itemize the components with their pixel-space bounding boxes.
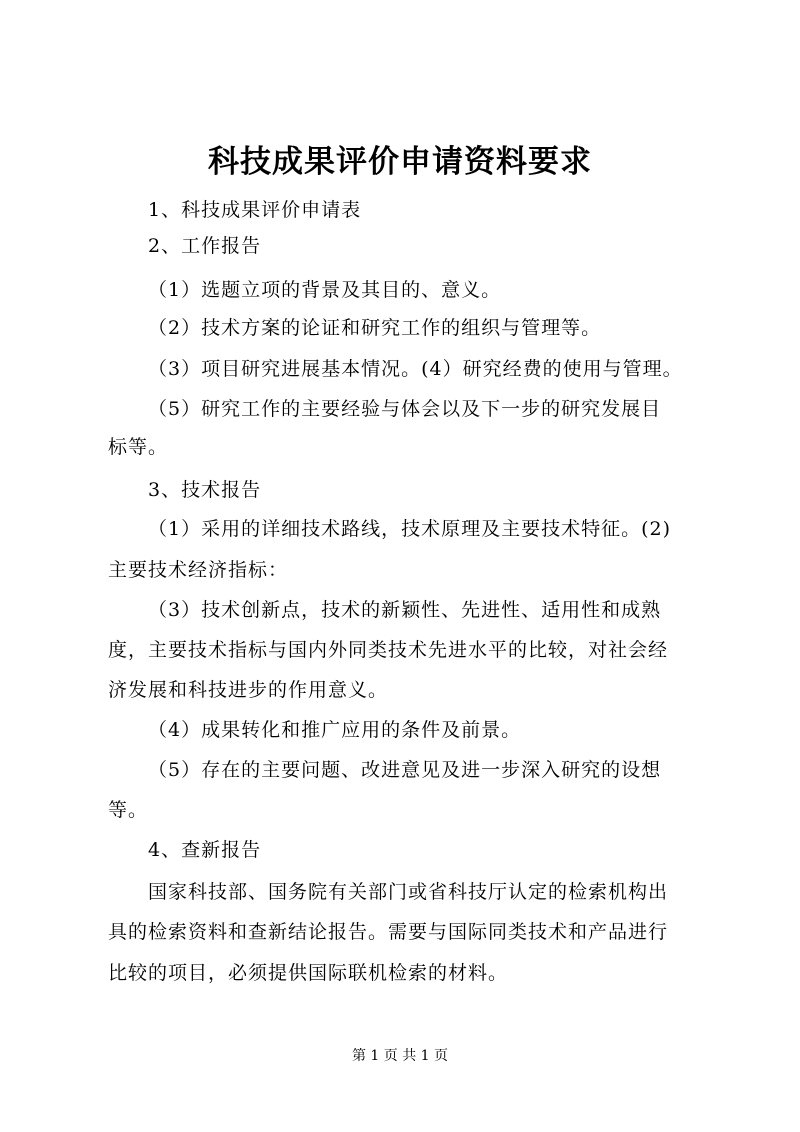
text-line: （1）采用的详细技术路线，技术原理及主要技术特征。(2): [148, 518, 672, 540]
text-line: 济发展和科技进步的作用意义。: [108, 679, 389, 701]
text-line: 标等。: [108, 436, 169, 458]
page-number: 第 1 页 共 1 页: [351, 1048, 449, 1064]
text-line: （4）成果转化和推广应用的条件及前景。: [148, 719, 522, 741]
text-line: 主要技术经济指标：: [108, 559, 289, 581]
text-line: （3）项目研究进展基本情况。(4）研究经费的使用与管理。: [148, 358, 683, 380]
text-line: （3）技术创新点，技术的新颖性、先进性、适用性和成熟: [148, 599, 662, 621]
text-line: 4、查新报告: [148, 839, 262, 861]
text-line: （5）存在的主要问题、改进意见及进一步深入研究的设想: [148, 759, 662, 781]
text-line: 1、科技成果评价申请表: [148, 199, 362, 221]
text-line: 3、技术报告: [148, 479, 262, 501]
text-line: （5）研究工作的主要经验与体会以及下一步的研究发展目: [148, 398, 662, 420]
text-line: 具的检索资料和查新结论报告。需要与国际同类技术和产品进行: [108, 921, 669, 943]
text-line: （2）技术方案的论证和研究工作的组织与管理等。: [148, 317, 602, 339]
page-title: 科技成果评价申请资料要求: [208, 144, 592, 180]
text-line: 度，主要技术指标与国内外同类技术先进水平的比较，对社会经: [108, 639, 669, 661]
text-line: （1）选题立项的背景及其目的、意义。: [148, 279, 502, 301]
text-line: 比较的项目，必须提供国际联机检索的材料。: [108, 962, 509, 984]
text-line: 2、工作报告: [148, 235, 262, 257]
text-line: 国家科技部、国务院有关部门或省科技厅认定的检索机构出: [148, 881, 669, 903]
text-line: 等。: [108, 799, 149, 821]
